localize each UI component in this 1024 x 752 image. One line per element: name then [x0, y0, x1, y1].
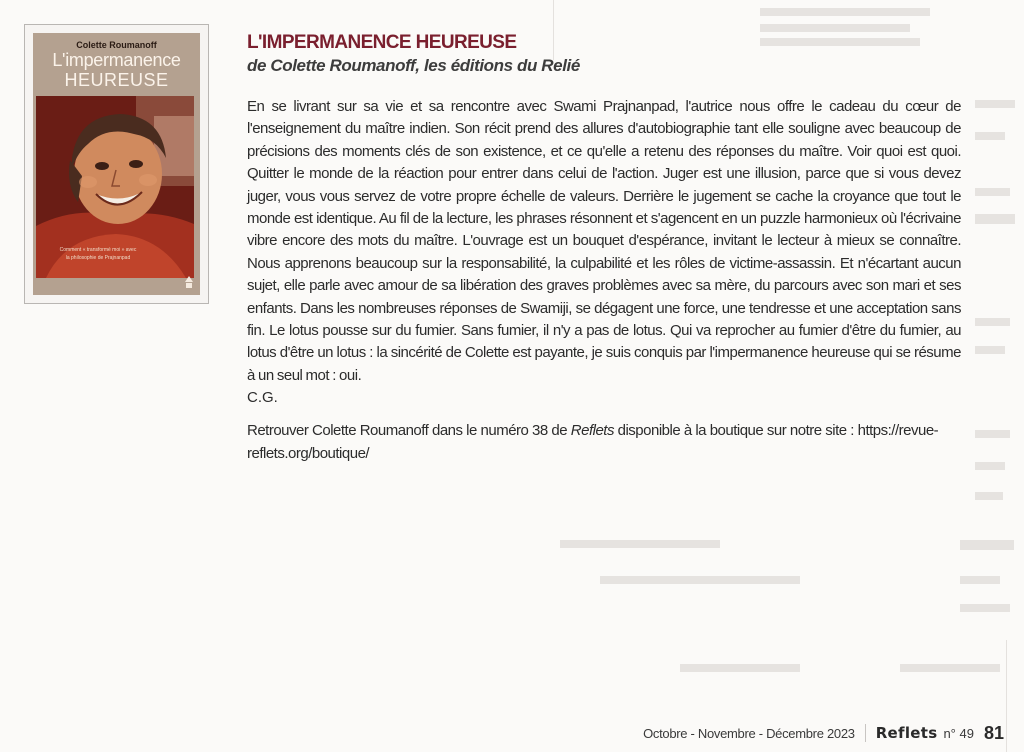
- bleed-through-mark: [680, 664, 800, 672]
- bleed-through-mark: [975, 462, 1005, 470]
- article-body: En se livrant sur sa vie et sa rencontre avec Swami Prajnanpad, l'autrice nous offre le cadeau du cœur de l'enseignement du maître indien. Son récit prend des allures d'autobiographie tant elle souligne avec beaucoup de précisions des moments clés de son existence, et ce qu'elle a retenu des réponses du maître. Voir quoi est quoi. Quitter le monde de la réaction pour entrer dans celui de l'action. Juger est une illusion, parce que si vous devez juger, vous vous servez de votre propre échelle de valeurs. Derrière le jugement se cache la croyance que tout le monde est identique. Au fil de la lecture, les phrases résonnent et s'agencent en un puzzle harmonieux où l'écrivaine vibre encore des mots du maître. L'ouvrage est un bouquet d'espérance, invitant le lecteur à mieux se connaître. Nous apprenons beaucoup sur la responsabilité, la culpabilité et les rôles de victime-assassin. Et n'écartant aucun sujet, elle parle avec amour de sa libération des graves problèmes avec sa mère, du parcours avec son mari et ses enfants. Dans les nombreuses réponses de Swamiji, se dégagent une force, une tendresse et une acceptation sans fin. Le lotus pousse sur du fumier. Sans fumier, il n'y a pas de lotus. Qui va reprocher au fumier d'être du fumier, au lotus d'être un lotus : la sincérité de Colette est payante, je suis conquis par l'impermanence heureuse qui se résume à un seul mot : oui.: [247, 98, 961, 384]
- footer-magazine-name: Reflets: [875, 724, 938, 742]
- note-magazine-name: Reflets: [570, 422, 614, 440]
- footer-divider: [865, 724, 866, 742]
- note-text-before: Retrouver Colette Roumanoff dans le numéro 38 de: [247, 422, 571, 440]
- bleed-through-mark: [960, 540, 1014, 550]
- footer-issue-number: n° 49: [943, 725, 974, 741]
- page-number: 81: [983, 722, 1004, 743]
- bleed-through-mark: [975, 492, 1003, 500]
- book-review-article: [247, 31, 961, 465]
- bleed-through-mark: [975, 430, 1010, 438]
- book-cover: [33, 33, 200, 295]
- bleed-through-mark: [960, 604, 1010, 612]
- bleed-through-mark: [975, 100, 1015, 108]
- bleed-through-mark: [975, 188, 1010, 196]
- footer-issue-date: Octobre - Novembre - Décembre 2023: [643, 725, 855, 741]
- bleed-through-mark: [900, 664, 1000, 672]
- note-text-after: disponible à la boutique sur notre site : https://revue-reflets.org/boutique/: [247, 422, 939, 462]
- bleed-through-mark: [975, 132, 1005, 140]
- article-title: L'IMPERMANENCE HEUREUSE: [247, 32, 517, 53]
- book-cover-title-accent: HEUREUSE: [64, 70, 169, 90]
- publisher-logo-icon: [185, 276, 193, 288]
- article-signature: C.G.: [247, 389, 278, 407]
- bleed-through-mark: [975, 214, 1015, 224]
- bleed-through-mark: [560, 540, 720, 548]
- bleed-through-mark: [975, 318, 1010, 326]
- bleed-through-mark: [975, 346, 1005, 354]
- book-cover-frame: [24, 24, 209, 304]
- bleed-through-rule: [1006, 640, 1007, 752]
- article-byline: de Colette Roumanoff, les éditions du Relié: [247, 56, 580, 75]
- article-reference-note: [247, 420, 961, 465]
- page-footer: [643, 722, 1004, 744]
- book-cover-title: L'impermanence: [52, 50, 181, 70]
- bleed-through-mark: [760, 8, 930, 16]
- bleed-through-mark: [600, 576, 800, 584]
- book-cover-portrait: [36, 96, 194, 278]
- book-cover-subtitle: Comment « transformé moi » avec la philosophie de Prajnanpad: [59, 247, 137, 261]
- book-cover-author: Colette Roumanoff: [76, 40, 157, 50]
- bleed-through-mark: [960, 576, 1000, 584]
